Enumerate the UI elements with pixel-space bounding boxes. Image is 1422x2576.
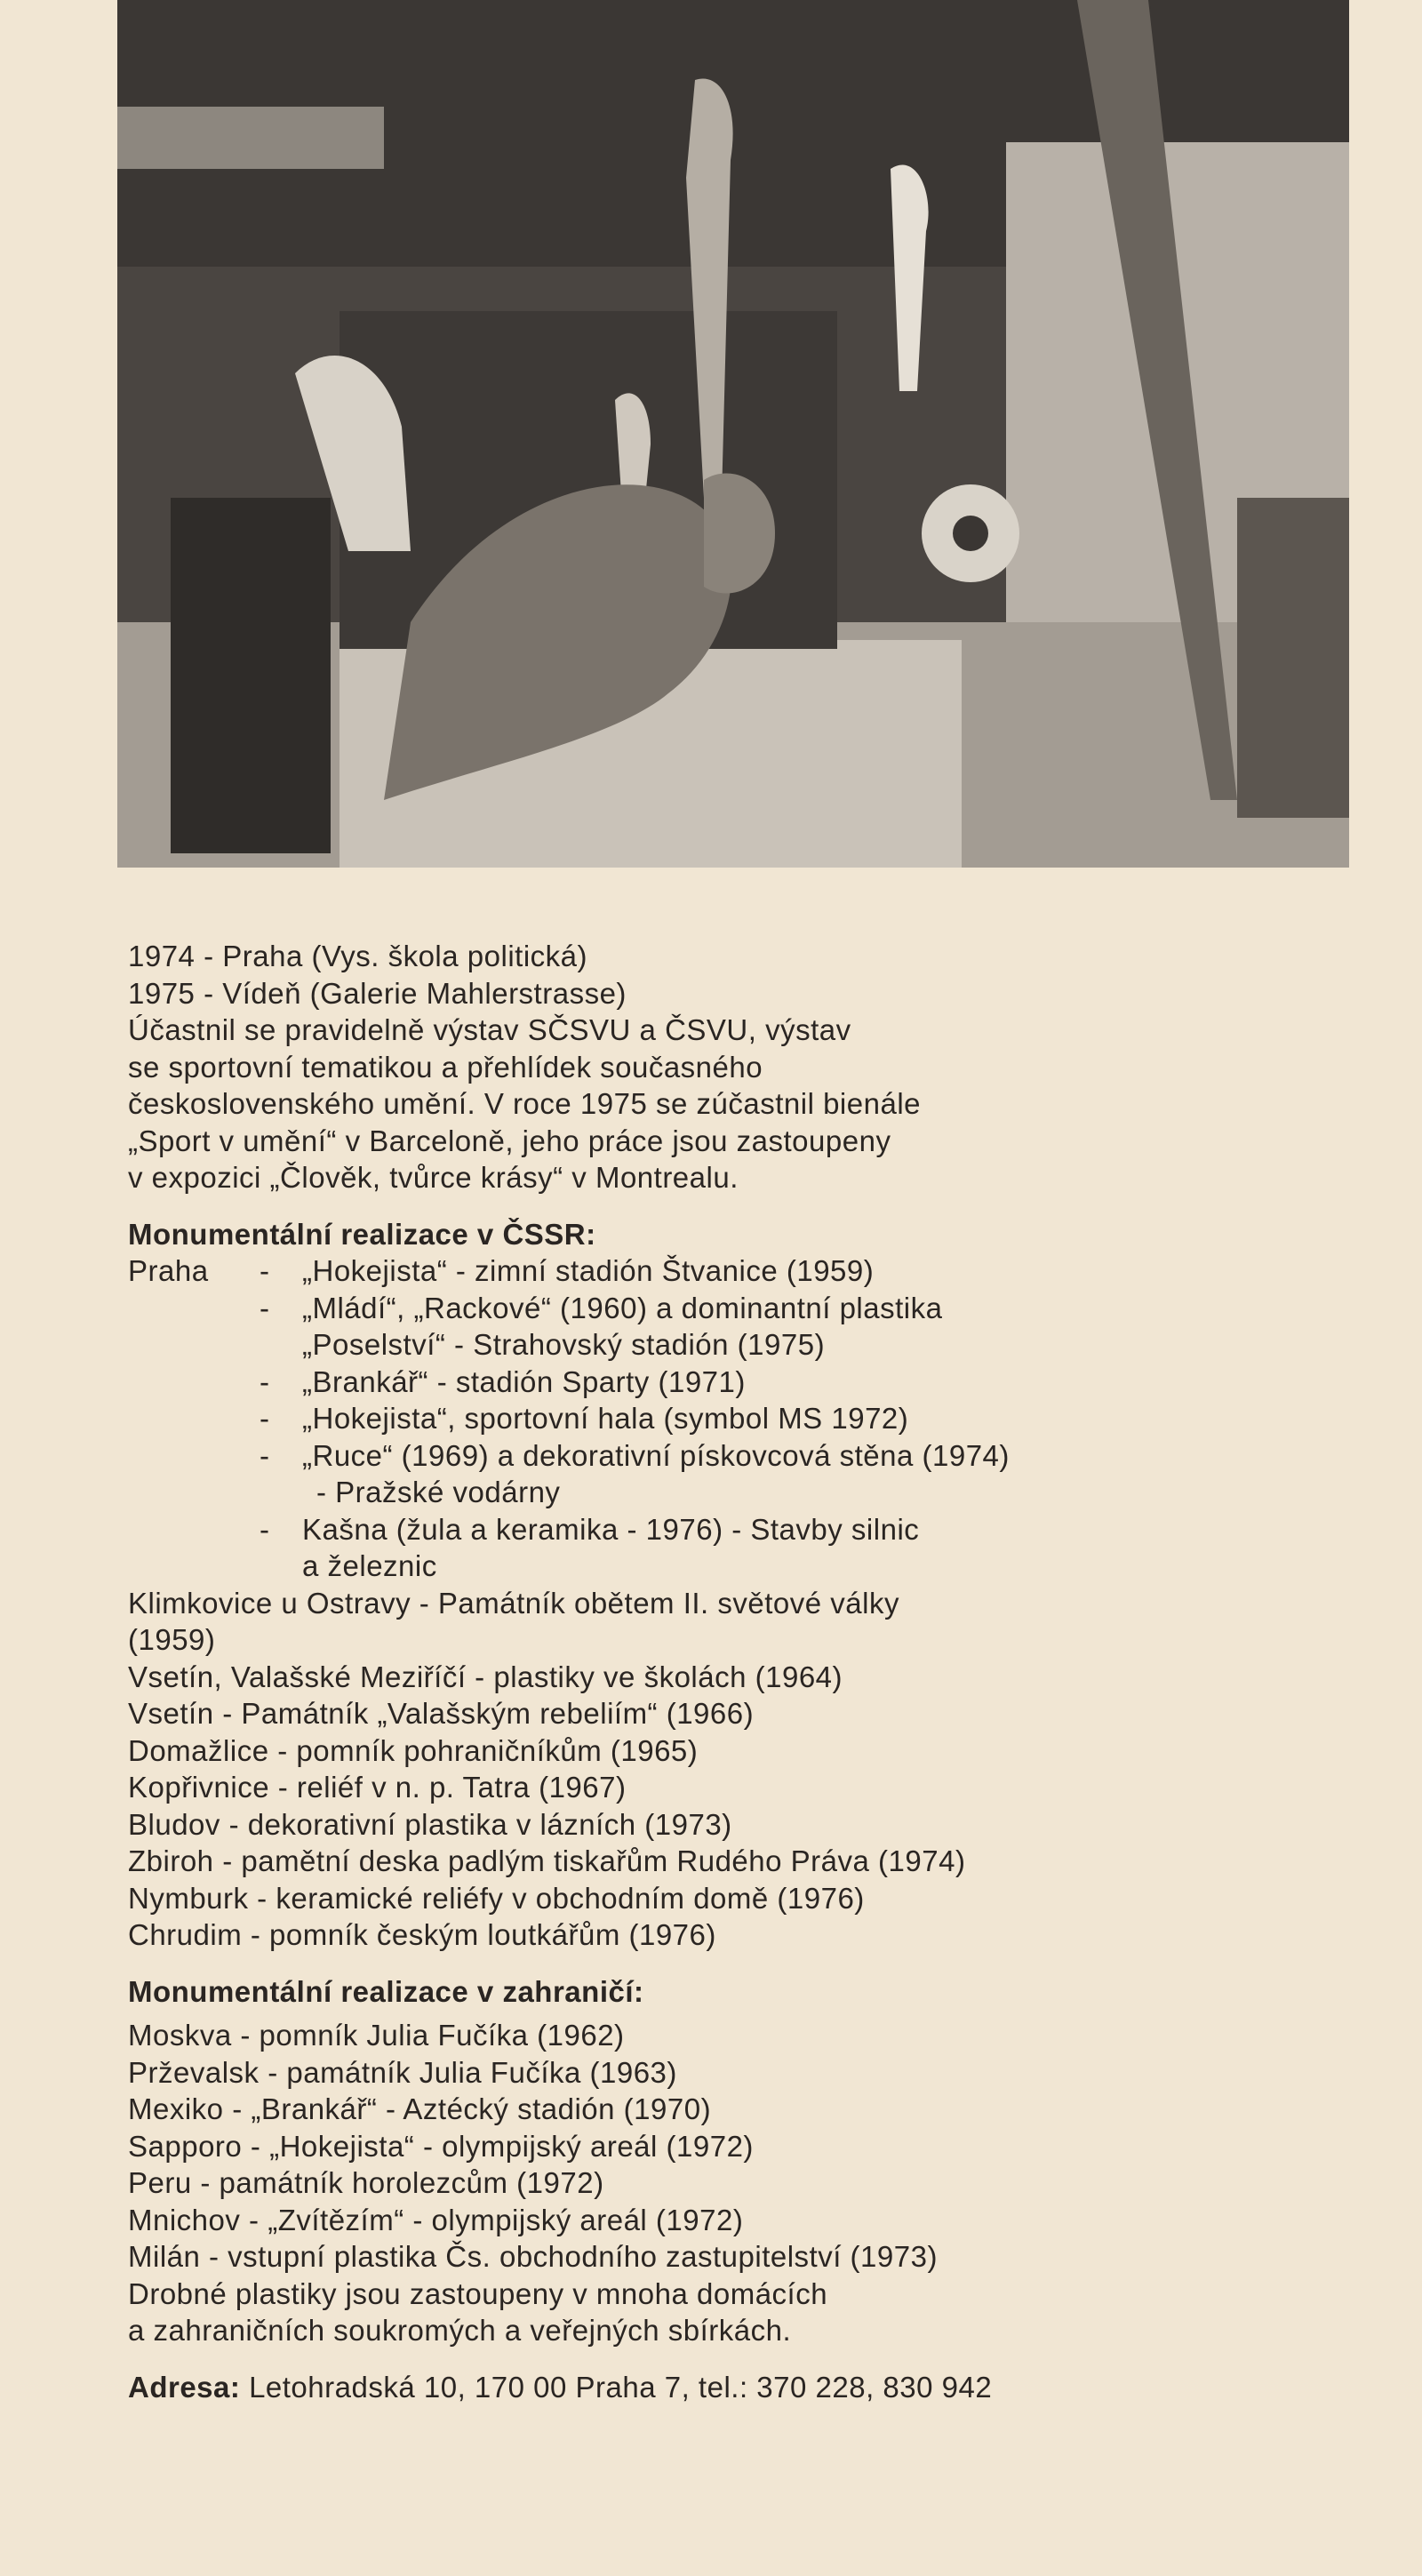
praha-row: - „Mládí“, „Rackové“ (1960) a dominantní plastika — [128, 1290, 1301, 1327]
sculpture-studio-photo — [117, 0, 1349, 868]
abroad-line: Drobné plastiky jsou zastoupeny v mnoha domácích — [128, 2276, 828, 2310]
abroad-line: Moskva - pomník Julia Fučíka (1962) — [128, 2019, 625, 2052]
cssr-line: Domažlice - pomník pohraničníkům (1965) — [128, 1733, 699, 1767]
cssr-line: Nymburk - keramické reliéfy v obchodním domě (1976) — [128, 1881, 865, 1915]
abroad-line: Milán - vstupní plastika Čs. obchodního zastupitelství (1973) — [128, 2240, 938, 2273]
abroad-line: Peru - památník horolezcům (1972) — [128, 2166, 604, 2199]
praha-item: „Brankář“ - stadión Sparty (1971) — [302, 1364, 746, 1398]
intro-line: 1974 - Praha (Vys. škola politická) — [128, 940, 587, 972]
praha-item: - Pražské vodárny — [316, 1476, 561, 1508]
cssr-line: Zbiroh - pamětní deska padlým tiskařům Rudého Práva (1974) — [128, 1844, 966, 1877]
abroad-line: Prževalsk - památník Julia Fučíka (1963) — [128, 2055, 677, 2089]
praha-item: „Hokejista“ - zimní stadión Štvanice (1959) — [302, 1254, 875, 1287]
intro-line: 1975 - Vídeň (Galerie Mahlerstrasse) — [128, 976, 627, 1010]
abroad-line: Mnichov - „Zvítězím“ - olympijský areál (1972) — [128, 2203, 744, 2236]
abroad-heading: Monumentální realizace v zahraničí: — [128, 1974, 644, 2008]
cssr-line: Chrudim - pomník českým loutkářům (1976) — [128, 1918, 716, 1951]
intro-line: Účastnil se pravidelně výstav SČSVU a ČSVU, výstav — [128, 1013, 851, 1046]
cssr-line: Vsetín, Valašské Meziříčí - plastiky ve školách (1964) — [128, 1660, 843, 1693]
intro-line: „Sport v umění“ v Barceloně, jeho práce jsou zastoupeny — [128, 1124, 891, 1157]
praha-row: - „Ruce“ (1969) a dekorativní pískovcová stěna (1974) — [128, 1437, 1301, 1475]
intro-line: v expozici „Člověk, tvůrce krásy“ v Montrealu. — [128, 1161, 739, 1194]
praha-row: - „Hokejista“, sportovní hala (symbol MS 1972) — [128, 1400, 1301, 1437]
address-value: Letohradská 10, 170 00 Praha 7, tel.: 370 228, 830 942 — [249, 2370, 993, 2404]
praha-item: „Mládí“, „Rackové“ (1960) a dominantní plastika — [302, 1291, 943, 1324]
praha-row: Praha - „Hokejista“ - zimní stadión Štvanice (1959) — [128, 1252, 1301, 1290]
praha-label: Praha — [128, 1254, 209, 1287]
cssr-line: (1959) — [128, 1623, 216, 1656]
praha-item: Kašna (žula a keramika - 1976) - Stavby silnic — [302, 1512, 920, 1546]
praha-item: „Hokejista“, sportovní hala (symbol MS 1972) — [302, 1402, 909, 1435]
praha-item: „Ruce“ (1969) a dekorativní pískovcová stěna (1974) — [302, 1438, 1010, 1472]
praha-row: - „Brankář“ - stadión Sparty (1971) — [128, 1364, 1301, 1401]
address-line — [128, 2369, 1301, 2406]
address-label: Adresa: — [128, 2370, 241, 2404]
cssr-line: Kopřivnice - reliéf v n. p. Tatra (1967) — [128, 1771, 627, 1804]
biography-text — [128, 938, 1301, 2405]
photo-image — [117, 0, 1349, 868]
cssr-line: Vsetín - Památník „Valašským rebeliím“ (1966) — [128, 1697, 755, 1730]
abroad-line: Sapporo - „Hokejista“ - olympijský areál (1972) — [128, 2129, 754, 2163]
abroad-line: Mexiko - „Brankář“ - Aztécký stadión (1970) — [128, 2092, 712, 2125]
intro-line: československého umění. V roce 1975 se zúčastnil bienále — [128, 1087, 922, 1120]
cssr-line: Bludov - dekorativní plastika v lázních (1973) — [128, 1807, 732, 1841]
praha-row: - Kašna (žula a keramika - 1976) - Stavby silnic — [128, 1511, 1301, 1548]
praha-item: „Poselství“ - Strahovský stadión (1975) — [302, 1328, 826, 1361]
abroad-line: a zahraničních soukromých a veřejných sbírkách. — [128, 2314, 792, 2347]
cssr-heading: Monumentální realizace v ČSSR: — [128, 1217, 596, 1251]
intro-line: se sportovní tematikou a přehlídek současného — [128, 1050, 763, 1084]
cssr-line: Klimkovice u Ostravy - Památník obětem II. světové války — [128, 1586, 899, 1620]
praha-item: a železnic — [302, 1549, 437, 1582]
